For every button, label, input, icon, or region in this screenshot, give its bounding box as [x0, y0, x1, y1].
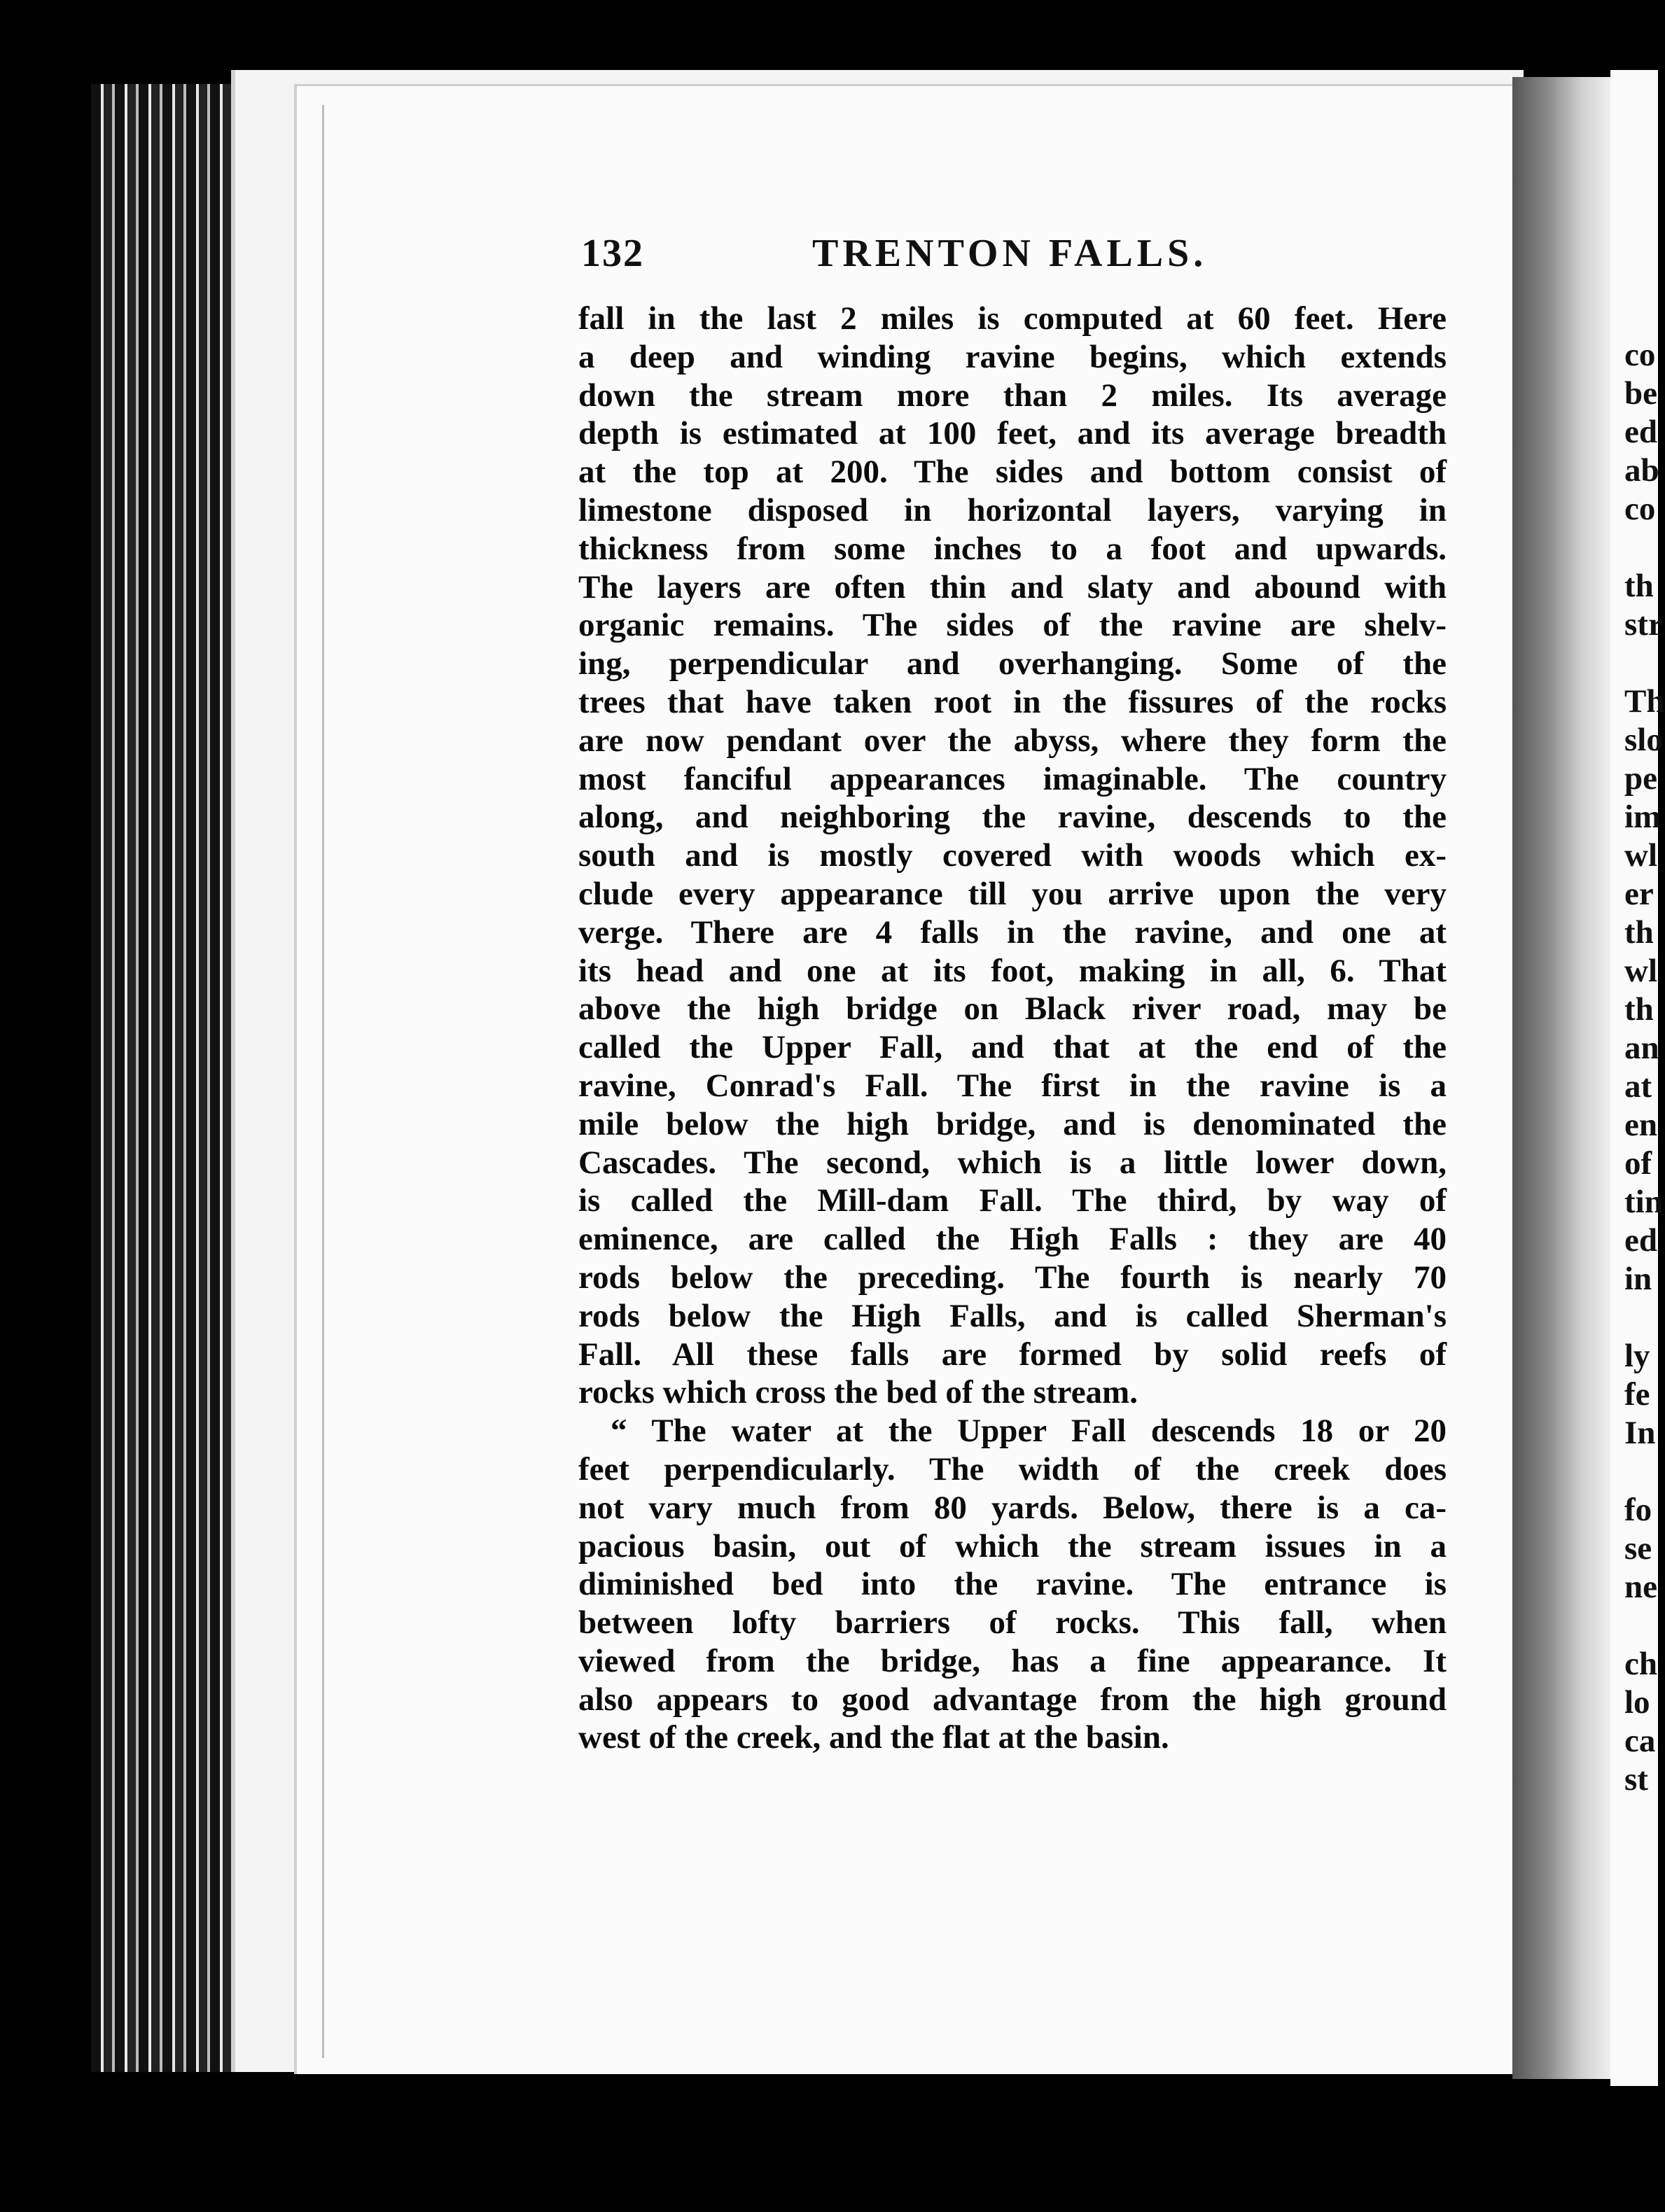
- text-line: limestone disposed in horizontal layers, varying in: [578, 491, 1447, 528]
- text-line: feet perpendicularly. The width of the creek does: [578, 1450, 1447, 1488]
- text-line: verge. There are 4 falls in the ravine, and one at: [578, 913, 1447, 951]
- text-line: called the Upper Fall, and that at the end of the: [578, 1029, 1447, 1066]
- facing-page-fragment: ca: [1624, 1723, 1656, 1759]
- text-line: a deep and winding ravine begins, which extends: [578, 338, 1447, 375]
- text-line: clude every appearance till you arrive upon the very: [578, 875, 1447, 912]
- facing-page-text: [1624, 336, 1665, 1799]
- facing-page-fragment: slo: [1624, 722, 1663, 758]
- text-line: “ The water at the Upper Fall descends 18 or 20: [611, 1413, 1447, 1450]
- facing-page-fragment: fe: [1624, 1376, 1650, 1413]
- book-gutter: [1512, 77, 1610, 2079]
- text-line: not vary much from 80 yards. Below, there is a ca-: [578, 1489, 1447, 1526]
- text-line: at the top at 200. The sides and bottom consist of: [578, 454, 1447, 491]
- text-line: thickness from some inches to a foot and upwards.: [578, 530, 1447, 567]
- text-line: ing, perpendicular and overhanging. Some of the: [578, 645, 1447, 682]
- facing-page-fragment: ed: [1624, 1222, 1657, 1259]
- facing-page-fragment: co: [1624, 337, 1656, 373]
- facing-page-fragment: se: [1624, 1530, 1652, 1567]
- page-margin-rule: [322, 105, 324, 2058]
- facing-page-fragment: ch: [1624, 1646, 1657, 1682]
- text-line: The layers are often thin and slaty and abound with: [578, 568, 1447, 606]
- facing-page-fragment: wl: [1624, 953, 1657, 989]
- text-line: rocks which cross the bed of the stream.: [578, 1374, 1138, 1411]
- facing-page-fragment: st: [1624, 1761, 1648, 1798]
- text-line: is called the Mill-dam Fall. The third, by way of: [578, 1182, 1447, 1219]
- facing-page-fragment: ed: [1624, 414, 1657, 450]
- facing-page-fragment: er: [1624, 876, 1654, 912]
- facing-page-fragment: str: [1624, 606, 1663, 643]
- facing-page-fragment: th: [1624, 914, 1654, 951]
- text-line: are now pendant over the abyss, where they form the: [578, 722, 1447, 759]
- facing-page-fragment: of: [1624, 1145, 1652, 1182]
- facing-page-fragment: [1624, 644, 1658, 682]
- text-line: Fall. All these falls are formed by solid reefs of: [578, 1336, 1447, 1373]
- facing-page-fragment: wl: [1624, 837, 1657, 874]
- text-line: rods below the High Falls, and is called Sherman's: [578, 1297, 1447, 1334]
- text-line: rods below the preceding. The fourth is nearly 70: [578, 1259, 1447, 1296]
- facing-page-fragment: in: [1624, 1261, 1652, 1297]
- page-number: 132: [581, 232, 644, 275]
- facing-page-fragment: pe: [1624, 760, 1657, 797]
- text-line: viewed from the bridge, has a fine appearance. It: [578, 1642, 1447, 1679]
- text-line: also appears to good advantage from the high ground: [578, 1681, 1447, 1718]
- text-line: diminished bed into the ravine. The entrance is: [578, 1566, 1447, 1603]
- facing-page-fragment: [1624, 1606, 1658, 1645]
- text-line: trees that have taken root in the fissures of the rocks: [578, 683, 1447, 720]
- facing-page-fragment: at: [1624, 1068, 1652, 1105]
- text-line: above the high bridge on Black river road, may be: [578, 990, 1447, 1028]
- text-line: depth is estimated at 100 feet, and its average breadth: [578, 415, 1447, 452]
- text-line: eminence, are called the High Falls : they are 40: [578, 1221, 1447, 1258]
- text-line: most fanciful appearances imaginable. The country: [578, 760, 1447, 797]
- text-line: ravine, Conrad's Fall. The first in the ravine is a: [578, 1067, 1447, 1104]
- text-line: between lofty barriers of rocks. This fall, when: [578, 1604, 1447, 1642]
- facing-page-fragment: th: [1624, 991, 1654, 1028]
- facing-page-fragment: lo: [1624, 1684, 1650, 1721]
- running-head: [581, 231, 1421, 280]
- text-line: organic remains. The sides of the ravine are shelv-: [578, 607, 1447, 644]
- facing-page-fragment: en: [1624, 1107, 1657, 1143]
- body-text: [578, 300, 1447, 1757]
- facing-page-fragment: im: [1624, 799, 1661, 835]
- facing-page-fragment: Th: [1624, 683, 1665, 720]
- text-line: pacious basin, out of which the stream issues in a: [578, 1527, 1447, 1564]
- facing-page-fragment: In: [1624, 1415, 1656, 1451]
- facing-page-fragment: ne: [1624, 1569, 1657, 1605]
- facing-page-fragment: ab: [1624, 452, 1659, 489]
- facing-page-fragment: th: [1624, 568, 1654, 604]
- text-line: fall in the last 2 miles is computed at 60 feet. Here: [578, 300, 1447, 337]
- text-line: Cascades. The second, which is a little lower down,: [578, 1144, 1447, 1181]
- facing-page-fragment: co: [1624, 491, 1656, 527]
- facing-page-fragment: [1624, 1298, 1658, 1337]
- text-line: west of the creek, and the flat at the basin.: [578, 1719, 1169, 1756]
- text-line: south and is mostly covered with woods which ex-: [578, 837, 1447, 874]
- facing-page-fragment: [1624, 528, 1658, 567]
- text-line: down the stream more than 2 miles. Its average: [578, 377, 1447, 414]
- facing-page-fragment: tin: [1624, 1184, 1663, 1220]
- facing-page-fragment: ly: [1624, 1338, 1650, 1374]
- facing-page-fragment: be: [1624, 375, 1657, 412]
- facing-page-fragment: [1624, 1452, 1658, 1491]
- text-line: its head and one at its foot, making in all, 6. That: [578, 952, 1447, 989]
- text-line: along, and neighboring the ravine, descends to the: [578, 799, 1447, 836]
- facing-page-fragment: an: [1624, 1030, 1659, 1066]
- page-title: TRENTON FALLS.: [812, 232, 1208, 275]
- facing-page-fragment: fo: [1624, 1492, 1652, 1528]
- text-line: mile below the high bridge, and is denominated the: [578, 1105, 1447, 1142]
